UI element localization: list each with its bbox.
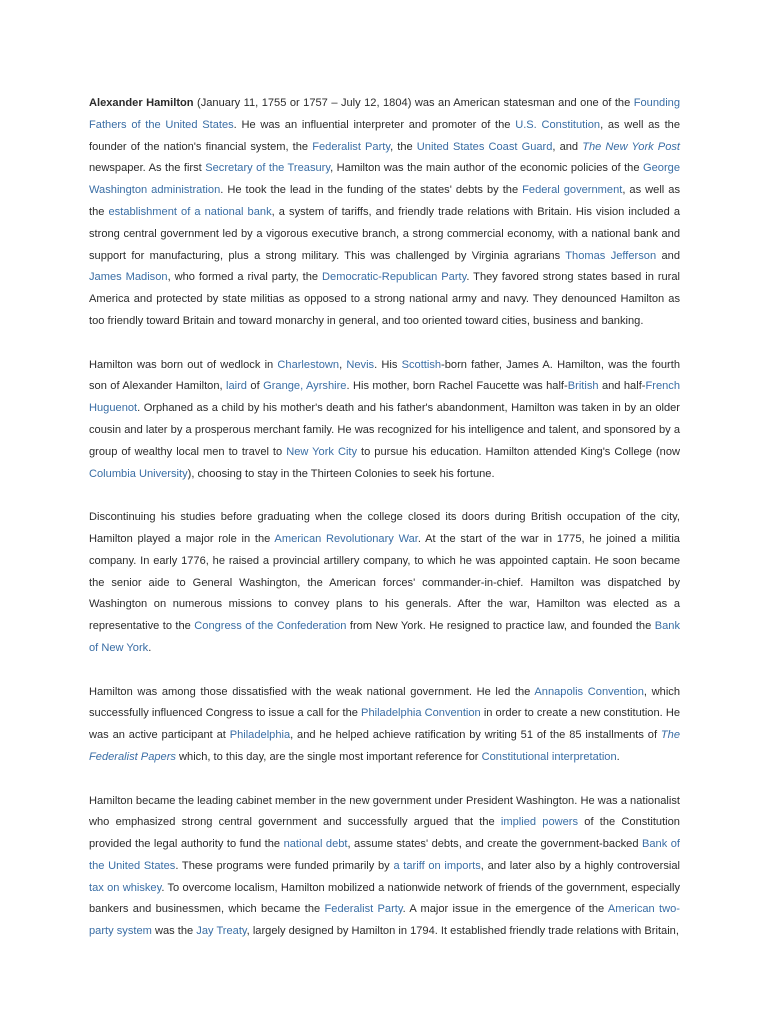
hyperlink[interactable]: Secretary of the Treasury [205,162,331,175]
paragraph [89,791,680,944]
text-run: . He took the lead in the funding of the states' debts by the [220,184,523,197]
text-run: . His [374,358,402,371]
paragraph [89,682,680,769]
text-run: of [246,380,264,393]
hyperlink[interactable]: George Washington administration [89,162,680,197]
hyperlink[interactable]: Federalist Party [312,140,391,153]
text-run: . Orphaned as a child by his mother's death and his father's abandonment, Hamilton was taken in by an older cousin and later by a prosperous merchant family. He was recognized for his intelligence and talent, and sponsored by a group of wealthy local men to travel to [89,402,680,458]
hyperlink[interactable]: The New York Post [582,140,680,153]
hyperlink[interactable]: Founding Fathers of the United States [89,97,680,131]
hyperlink[interactable]: Bank of New York [89,620,680,654]
text-run: , and [552,140,583,153]
text-run: . They favored strong states based in rural America and protected by state militias as opposed to a strong national army and navy. They denounced Hamilton as too friendly toward Britain and toward monarchy in general, and too oriented toward cities, business and banking. [89,271,681,327]
text-run: , [339,358,347,371]
text-run: ), choosing to stay in the Thirteen Colonies to seek his fortune. [187,467,495,480]
hyperlink[interactable]: establishment of a national bank [108,205,272,218]
hyperlink[interactable]: Thomas Jefferson [565,249,657,262]
text-run: Hamilton became the leading cabinet member in the new government under President Washington. He was a nationalist who emphasized strong central government and successfully argued that the [89,794,680,829]
text-run: , the [390,140,417,153]
text-run: (January 11, 1755 or 1757 – July 12, 1804) was an American statesman and one of the [193,97,634,109]
hyperlink[interactable]: Philadelphia [229,729,291,742]
hyperlink[interactable]: Congress of the Confederation [194,620,347,633]
text-run: . [616,750,620,763]
hyperlink[interactable]: Nevis [346,358,375,371]
text-run: . These programs were funded primarily by [175,859,394,872]
text-run: of the Constitution provided the legal authority to fund the [89,816,680,851]
document-body [89,93,680,965]
text-run: Hamilton was born out of wedlock in [89,358,278,371]
text-run: , and later also by a highly controversial [480,859,680,872]
hyperlink[interactable]: laird [226,380,247,393]
text-run: which, to this day, are the single most important reference for [175,750,482,763]
text-run: and half- [598,380,646,393]
hyperlink[interactable]: Constitutional interpretation [481,750,617,763]
hyperlink[interactable]: Jay Treaty [196,925,247,938]
hyperlink[interactable]: Federalist Party [324,903,403,916]
hyperlink[interactable]: The Federalist Papers [89,729,680,763]
hyperlink[interactable]: Grange, Ayrshire [263,380,347,393]
hyperlink[interactable]: British [567,380,599,393]
hyperlink[interactable]: national debt [283,838,348,851]
hyperlink[interactable]: U.S. Constitution [515,118,601,131]
text-run: , which successfully influenced Congress to issue a call for the [89,685,680,720]
hyperlink[interactable]: Philadelphia Convention [361,707,481,720]
hyperlink[interactable]: Federal government [522,184,623,197]
hyperlink[interactable]: Democratic-Republican Party [322,271,467,284]
text-run: , as well as the [89,184,680,218]
text-run: . At the start of the war in 1775, he joined a militia company. In early 1776, he raised a provincial artillery company, to which he was appointed captain. He soon became the senior aide to General Washington, the American forces' commander-in-chief. Hamilton was dispatched by Washington on numerous missions to convey plans to his generals. After the war, Hamilton was elected as a representative to the [89,532,680,633]
hyperlink[interactable]: Scottish [401,358,442,371]
text-run: in order to create a new constitution. He was an active participant at [89,707,680,742]
text-run: , and he helped achieve ratification by writing 51 of the 85 installments of [290,729,661,742]
text-run: . A major issue in the emergence of the [402,903,608,916]
hyperlink[interactable]: implied powers [500,816,579,829]
text-run: , Hamilton was the main author of the economic policies of the [330,162,643,175]
hyperlink[interactable]: American two-party system [89,903,680,938]
hyperlink[interactable]: James Madison [89,271,168,284]
text-run: to pursue his education. Hamilton attended King's College (now [357,445,680,458]
hyperlink[interactable]: Columbia University [89,467,188,480]
paragraph [89,507,680,660]
hyperlink[interactable]: New York City [286,445,358,458]
text-run: . He was an influential interpreter and promoter of the [233,118,516,131]
text-run: . To overcome localism, Hamilton mobilized a nationwide network of friends of the government, especially bankers and businessmen, which became the [89,881,681,916]
hyperlink[interactable]: Charlestown [277,358,340,371]
text-run: , as well as the founder of the nation's financial system, the [89,118,680,153]
hyperlink[interactable]: a tariff on imports [393,859,481,872]
text-run: and [656,249,680,262]
text-run: from New York. He resigned to practice law, and founded the [346,620,655,633]
text-run: . [148,641,152,654]
text-run: , a system of tariffs, and friendly trade relations with Britain. His vision included a strong central government led by a vigorous executive branch, a strong commercial economy, with a national bank and support for manufacturing, plus a strong military. This was challenged by Virginia agrarians [89,205,680,262]
text-run: . His mother, born Rachel Faucette was half- [346,380,568,393]
text-run: , largely designed by Hamilton in 1794. It established friendly trade relations with Britain, [246,925,679,938]
hyperlink[interactable]: United States Coast Guard [416,140,553,153]
hyperlink[interactable]: French Huguenot [89,380,681,415]
text-run: was the [151,925,197,938]
hyperlink[interactable]: Annapolis Convention [534,685,644,698]
text-run: , who formed a rival party, the [167,271,323,284]
hyperlink[interactable]: tax on whiskey [89,881,162,894]
paragraph [89,355,680,486]
text-run: newspaper. As the first [89,162,206,175]
text-run: Discontinuing his studies before graduating when the college closed its doors during British occupation of the city, Hamilton played a major role in the [89,511,680,545]
hyperlink[interactable]: American Revolutionary War [274,532,418,545]
paragraph [89,93,680,333]
text-run: Hamilton was among those dissatisfied with the weak national government. He led the [89,685,535,698]
bold-term: Alexander Hamilton [89,97,194,109]
text-run: , assume states' debts, and create the government-backed [347,838,642,851]
hyperlink[interactable]: Bank of the United States [89,838,680,872]
text-run: -born father, James A. Hamilton, was the fourth son of Alexander Hamilton, [89,358,680,393]
